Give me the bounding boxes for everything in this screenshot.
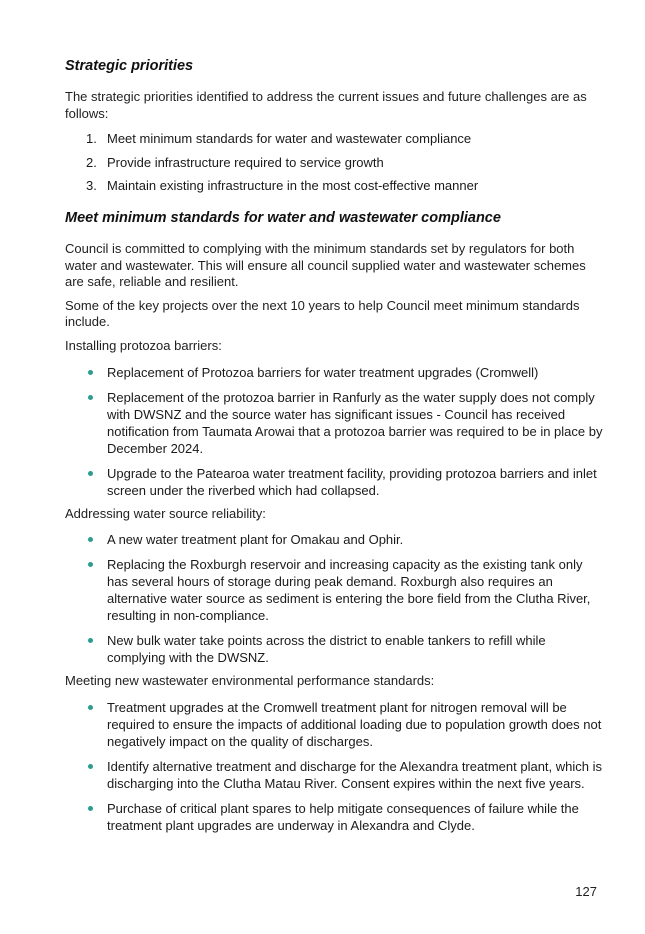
list-item-text: Replacing the Roxburgh reservoir and increasing capacity as the existing tank only has several hours of storage during peak demand. Roxburgh also requires an alternative water source as sediment is entering the bore field from the Clutha River, resulting in non-compliance. (107, 557, 591, 624)
list-item (65, 178, 605, 195)
list-item-text: Purchase of critical plant spares to help mitigate consequences of failure while the treatment plant upgrades are underway in Alexandra and Clyde. (107, 800, 579, 833)
page-number: 127 (575, 884, 597, 899)
list-item-text: Upgrade to the Patearoa water treatment facility, providing protozoa barriers and inlet screen under the riverbed which had collapsed. (107, 465, 597, 498)
list-item (65, 131, 605, 148)
list-item-text: Replacement of the protozoa barrier in Ranfurly as the water supply does not comply with DWSNZ and the source water has significant issues - Council has received notification from Taumata Arowai that a protozoa barrier was required to be in place by December 2024. (107, 389, 603, 456)
group-lead-water-source: Addressing water source reliability: (65, 505, 266, 521)
list-item (65, 465, 605, 499)
list-item-text: A new water treatment plant for Omakau and Ophir. (107, 532, 404, 548)
bullet-icon (88, 705, 93, 710)
priorities-list (65, 131, 605, 195)
list-item-text: Provide infrastructure required to service growth (107, 154, 384, 170)
list-item (65, 531, 605, 548)
group-lead-wastewater: Meeting new wastewater environmental performance standards: (65, 673, 435, 689)
list-item (65, 556, 605, 624)
heading-minimum-standards: Meet minimum standards for water and wastewater compliance (65, 209, 501, 226)
group-lead-protozoa: Installing protozoa barriers: (65, 337, 222, 353)
list-item (65, 800, 605, 834)
bullet-icon (88, 537, 93, 542)
bullet-icon (88, 395, 93, 400)
list-item (65, 364, 605, 381)
list-item-text: Meet minimum standards for water and wastewater compliance (107, 131, 472, 147)
list-item-text: Maintain existing infrastructure in the most cost-effective manner (107, 178, 479, 194)
bullet-icon (88, 370, 93, 375)
list-item (65, 389, 605, 457)
list-number: 2. (86, 154, 97, 170)
bullet-icon (88, 806, 93, 811)
list-number: 3. (86, 178, 97, 194)
list-item (65, 758, 605, 792)
bullet-icon (88, 638, 93, 643)
protozoa-list (65, 364, 605, 499)
paragraph-commitment: Council is committed to complying with the minimum standards set by regulators for both water and wastewater. This will ensure all council supplied water and wastewater schemes are safe, reliable and resilient. (65, 240, 586, 290)
list-item (65, 155, 605, 172)
bullet-icon (88, 471, 93, 476)
document-page (65, 0, 605, 834)
list-item-text: Replacement of Protozoa barriers for water treatment upgrades (Cromwell) (107, 364, 539, 380)
list-item-text: Treatment upgrades at the Cromwell treatment plant for nitrogen removal will be required to ensure the impacts of additional loading due to population growth does not negatively impact on the quality of discharges. (107, 699, 602, 749)
paragraph-key-projects: Some of the key projects over the next 10 years to help Council meet minimum standards include. (65, 297, 580, 330)
list-item (65, 699, 605, 750)
list-item-text: Identify alternative treatment and discharge for the Alexandra treatment plant, which is discharging into the Clutha Matau River. Consent expires within the next five years. (107, 758, 602, 791)
list-item (65, 632, 605, 666)
list-number: 1. (86, 131, 97, 147)
bullet-icon (88, 562, 93, 567)
wastewater-list (65, 699, 605, 834)
heading-strategic-priorities: Strategic priorities (65, 58, 194, 74)
water-source-list (65, 531, 605, 666)
list-item-text: New bulk water take points across the district to enable tankers to refill while complying with the DWSNZ. (107, 633, 546, 666)
bullet-icon (88, 764, 93, 769)
intro-paragraph: The strategic priorities identified to address the current issues and future challenges are as follows: (65, 89, 587, 121)
